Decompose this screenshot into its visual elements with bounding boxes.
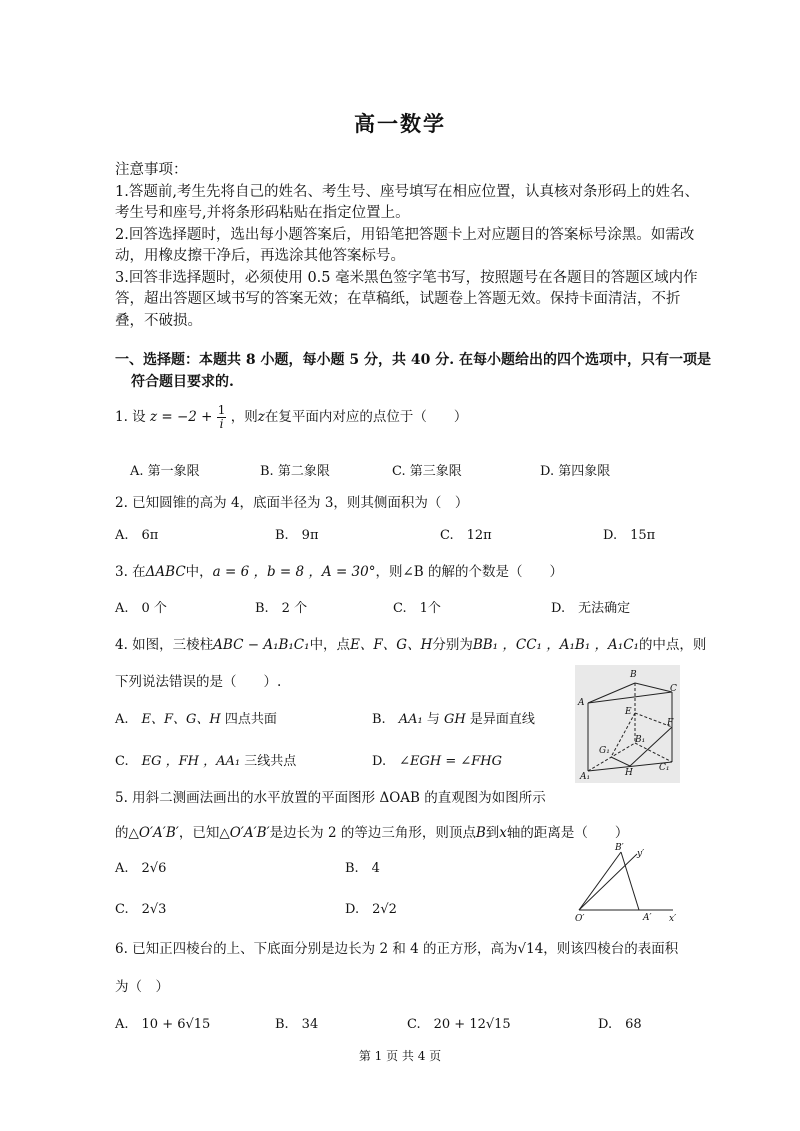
q3-option-d[interactable]: D. 无法确定 [551,601,631,616]
section-heading [115,349,715,393]
q4-option-c-letter: C. [115,754,142,769]
q2-option-d[interactable]: D. 15π [603,528,656,543]
q2-option-a[interactable]: A. 6π [115,528,159,543]
q4-option-d-math: ∠EGH = ∠FHG [399,754,502,769]
notice-item-1: 1.答题前,考生先将自己的姓名、考生号、座号填写在相应位置，认真核对条形码上的姓名、考生号和座号,并将条形码粘贴在指定位置上。 [115,183,699,221]
question-4-stem-line2: 下列说法错误的是（ ）. [115,674,282,690]
q1-option-a[interactable]: A. 第一象限 [130,464,200,479]
question-6-stem-line2: 为（ ） [115,979,169,995]
q1-stem-suffix: 在复平面内对应的点位于（ ） [264,409,468,425]
q4-option-b-math2: GH [443,712,466,727]
q4-option-b-and: 与 [422,712,444,727]
q5-point: B [475,825,486,841]
q3-stem-prefix: 3. 在 [115,564,146,580]
q4-option-b-math1: AA₁ [398,712,423,727]
q1-option-b[interactable]: B. 第二象限 [260,464,330,479]
q4-label-B1: B₁ [635,735,646,745]
q4-prism-figure [575,665,680,783]
question-2-stem: 2. 已知圆锥的高为 4，底面半径为 3，则其侧面积为（ ） [115,495,469,511]
q4-option-b[interactable] [372,708,535,727]
notice-block [115,160,705,332]
section-heading-line1: 一、选择题：本题共 8 小题，每小题 5 分，共 40 分. 在每小题给出的四个选项中，只有一项是 [115,352,711,368]
q5-triangle-1: △O′A′B′ [128,825,179,841]
q4-option-c[interactable] [115,750,296,769]
q5-label-y: y′ [637,849,645,859]
q3-stem-suffix: ，则∠B 的解的个数是（ ） [375,564,564,580]
q4-label-C: C [670,684,677,694]
q5-option-a[interactable]: A. 2√6 [115,861,167,876]
q3-option-c[interactable]: C. 1个 [393,601,441,616]
q4-label-A: A [578,698,585,708]
q4-option-a-letter: A. [115,712,142,727]
q5-label-O: O′ [575,914,585,922]
q6-stem-a: 6. 已知正四棱台的上、下底面分别是边长为 2 和 4 的正方形，高为 [115,941,518,957]
q4-label-H: H [625,768,633,778]
q5-stem-e: 轴的距离是（ ） [506,825,629,841]
q4-option-d[interactable] [372,750,502,769]
q5-label-B: B′ [615,843,624,853]
q4-stem-c: 分别为 [432,637,473,653]
q6-option-d[interactable]: D. 68 [598,1017,642,1032]
question-6-stem-line1 [115,937,678,957]
q5-stem-c: 是边长为 2 的等边三角形，则顶点 [269,825,476,841]
q4-prism: ABC − A₁B₁C₁ [213,637,310,653]
section-heading-line2: 符合题目要求的. [131,374,234,390]
q1-var: z [257,409,265,425]
q3-option-b[interactable]: B. 2 个 [255,601,308,616]
q4-option-c-text: 三线共点 [240,754,297,769]
q4-option-d-letter: D. [372,754,400,769]
q2-option-c[interactable]: C. 12π [440,528,492,543]
q4-option-b-text: 是异面直线 [465,712,535,727]
q4-points: E、F、G、H [350,637,433,653]
q5-option-c[interactable]: C. 2√3 [115,902,167,917]
notice-heading: 注意事项： [115,162,188,178]
q5-triangle-2: △O′A′B′ [219,825,270,841]
q3-conditions: a = 6 ，b = 8 ，A = 30° [212,564,376,580]
page-title: 高一数学 [354,111,446,136]
q5-axis: x [499,825,507,841]
question-3-stem [115,560,563,580]
q4-stem-d: 的中点，则 [638,637,707,653]
q6-option-c[interactable]: C. 20 + 12√15 [407,1017,511,1032]
notice-item-2: 2.回答选择题时，选出每小题答案后，用铅笔把答题卡上对应题目的答案标号涂黑。如需改动，用橡皮擦干净后，再选涂其他答案标号。 [115,226,695,264]
q1-stem-prefix: 1. 设 [115,409,146,425]
q4-label-G: G₁ [599,746,610,756]
q5-stem-d: 到 [485,825,500,841]
question-4-stem-line1 [115,633,706,653]
q2-option-b[interactable]: B. 9π [275,528,319,543]
q5-stem-b: ，已知 [178,825,220,841]
q5-option-d[interactable]: D. 2√2 [345,902,397,917]
q5-label-A: A′ [643,913,652,922]
q4-label-F: F [667,718,674,728]
q1-stem-mid: ，则 [230,409,258,425]
q6-stem-b: ，则该四棱台的表面积 [543,941,679,957]
q4-option-b-letter: B. [372,712,399,727]
q3-triangle: ΔABC [145,564,186,580]
question-5-stem-line1: 5. 用斜二测画法画出的水平放置的平面图形 ΔOAB 的直观图为如图所示 [115,790,546,806]
q5-oblique-figure [565,842,680,922]
q5-stem-a: 的 [115,825,129,841]
q4-option-c-math: EG ，FH ，AA₁ [141,754,241,769]
q4-label-C1: C₁ [659,763,670,773]
q6-option-b[interactable]: B. 34 [275,1017,319,1032]
q3-stem-mid: 中， [185,564,213,580]
q4-option-a[interactable] [115,708,277,727]
q4-stem-b: 中，点 [309,637,351,653]
notice-item-3: 3.回答非选择题时，必须使用 0.5 毫米黑色签字笔书写，按照题号在各题目的答题区域内作答，超出答题区域书写的答案无效；在草稿纸，试题卷上答题无效。保持卡面清洁，不折叠，不破损。 [115,269,698,329]
q3-option-a[interactable]: A. 0 个 [115,601,167,616]
question-5-stem-line2 [115,821,628,841]
q4-option-a-text: 四点共面 [220,712,277,727]
q5-option-b[interactable]: B. 4 [345,861,380,876]
q1-option-d[interactable]: D. 第四象限 [540,464,611,479]
q1-frac-den: i [219,417,224,431]
q1-formula: z = −2 + [149,409,213,425]
q4-option-a-math: E、F、G、H [141,712,221,727]
q4-segments: BB₁ ，CC₁ ，A₁B₁ ，A₁C₁ [472,637,639,653]
question-1-stem [115,404,467,431]
q1-fraction [217,404,227,431]
q1-option-c[interactable]: C. 第三象限 [392,464,462,479]
q6-option-a[interactable]: A. 10 + 6√15 [115,1017,211,1032]
q4-label-E: E [625,707,632,717]
q1-frac-num: 1 [217,403,226,417]
q5-label-x: x′ [669,914,677,922]
q4-label-B: B [630,670,637,680]
q4-stem-a: 4. 如图，三棱柱 [115,637,214,653]
q4-label-A1: A₁ [580,772,591,782]
q6-radical: √14 [517,941,544,957]
page-footer: 第 1 页 共 4 页 [358,1049,442,1063]
